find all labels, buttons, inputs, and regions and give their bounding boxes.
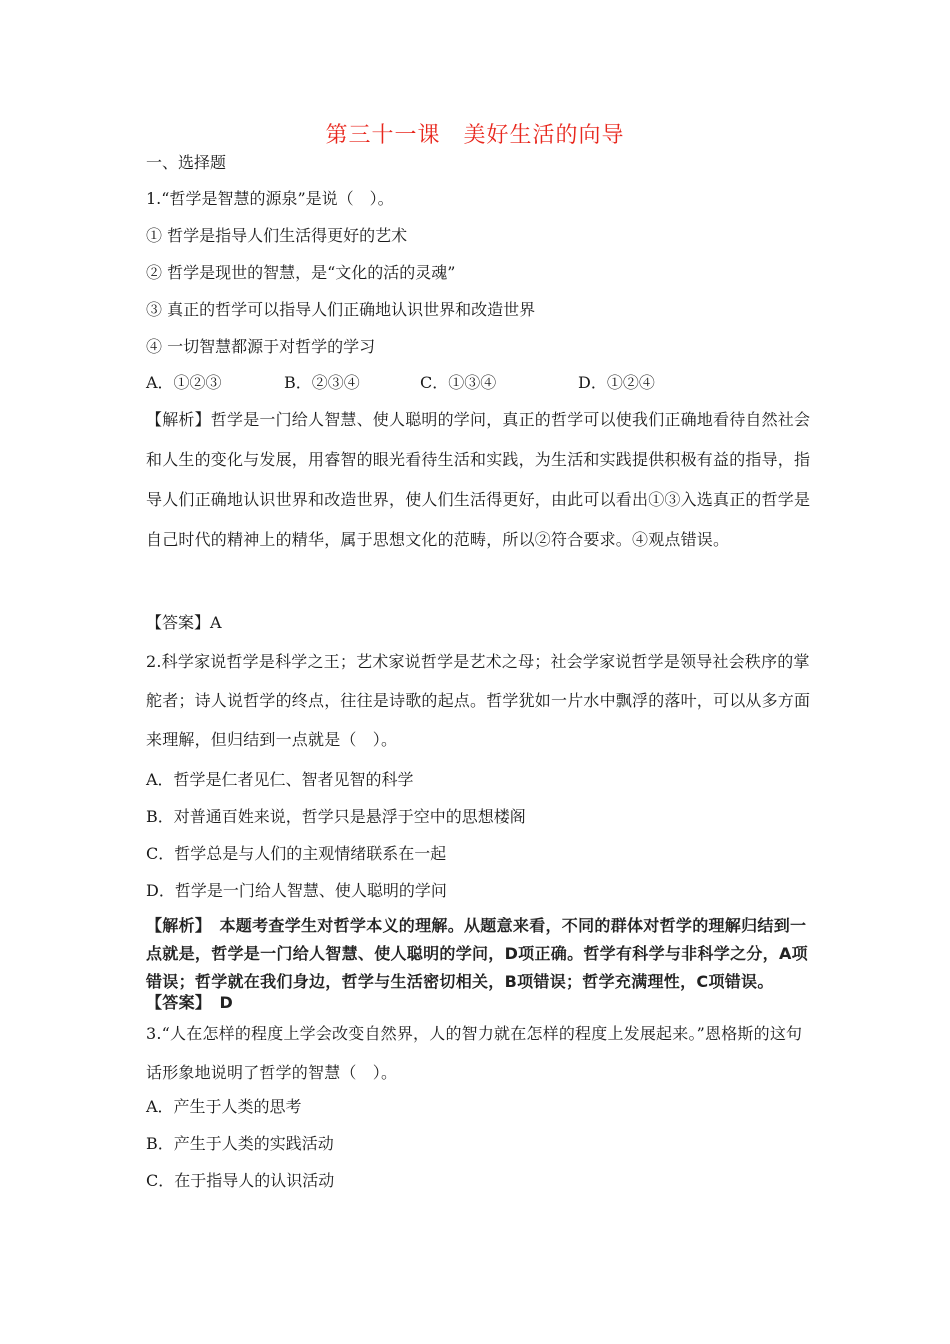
q2-analysis: 【解析】 本题考查学生对哲学本义的理解。从题意来看，不同的群体对哲学的理解归结到一点就是，哲学是一门给人智慧、使人聪明的学问，D项正确。哲学有科学与非科学之分，A项错误；哲学就在我们身边，哲学与生活密切相关，B项错误；哲学充满理性，C项错误。 xyxy=(146,916,808,991)
q3-option-b: B．产生于人类的实践活动 xyxy=(146,1134,334,1153)
q1-stem: 1.“哲学是智慧的源泉”是说（ ）。 xyxy=(146,189,394,208)
page-title: 第三十一课 美好生活的向导 xyxy=(325,123,625,148)
q2-option-c: C．哲学总是与人们的主观情绪联系在一起 xyxy=(146,844,447,863)
q1-option-b: B．②③④ xyxy=(284,373,360,392)
q2-option-b: B．对普通百姓来说，哲学只是悬浮于空中的思想楼阁 xyxy=(146,807,526,826)
q1-item-3: ③ 真正的哲学可以指导人们正确地认识世界和改造世界 xyxy=(146,300,536,319)
q2-option-a: A．哲学是仁者见仁、智者见智的科学 xyxy=(146,770,414,789)
q3-option-a: A．产生于人类的思考 xyxy=(146,1097,302,1116)
q1-answer: 【答案】A xyxy=(146,613,222,632)
q1-option-a: A．①②③ xyxy=(146,373,222,392)
q1-item-2: ② 哲学是现世的智慧，是“文化的活的灵魂” xyxy=(146,263,456,282)
q1-item-4: ④ 一切智慧都源于对哲学的学习 xyxy=(146,337,376,356)
q3-stem: 3.“人在怎样的程度上学会改变自然界，人的智力就在怎样的程度上发展起来。”恩格斯的这句话形象地说明了哲学的智慧（ ）。 xyxy=(146,1024,803,1082)
q2-option-d: D．哲学是一门给人智慧、使人聪明的学问 xyxy=(146,881,447,900)
q2-answer: 【答案】 D xyxy=(146,993,234,1012)
q1-analysis: 【解析】哲学是一门给人智慧、使人聪明的学问，真正的哲学可以使我们正确地看待自然社会和人生的变化与发展，用睿智的眼光看待生活和实践，为生活和实践提供积极有益的指导，指导人们正确地认识世界和改造世界，使人们生活得更好，由此可以看出①③入选真正的哲学是自己时代的精神上的精华，属于思想文化的范畴，所以②符合要求。④观点错误。 xyxy=(146,410,811,549)
q2-stem: 2.科学家说哲学是科学之王；艺术家说哲学是艺术之母；社会学家说哲学是领导社会秩序的掌舵者；诗人说哲学的终点，往往是诗歌的起点。哲学犹如一片水中飘浮的落叶，可以从多方面来理解，但归结到一点就是（ ）。 xyxy=(146,652,811,749)
q1-item-1: ① 哲学是指导人们生活得更好的艺术 xyxy=(146,226,408,245)
q1-option-c: C．①③④ xyxy=(420,373,497,392)
q1-option-d: D．①②④ xyxy=(578,373,655,392)
q3-option-c: C．在于指导人的认识活动 xyxy=(146,1171,335,1190)
section-heading: 一、选择题 xyxy=(146,153,227,172)
